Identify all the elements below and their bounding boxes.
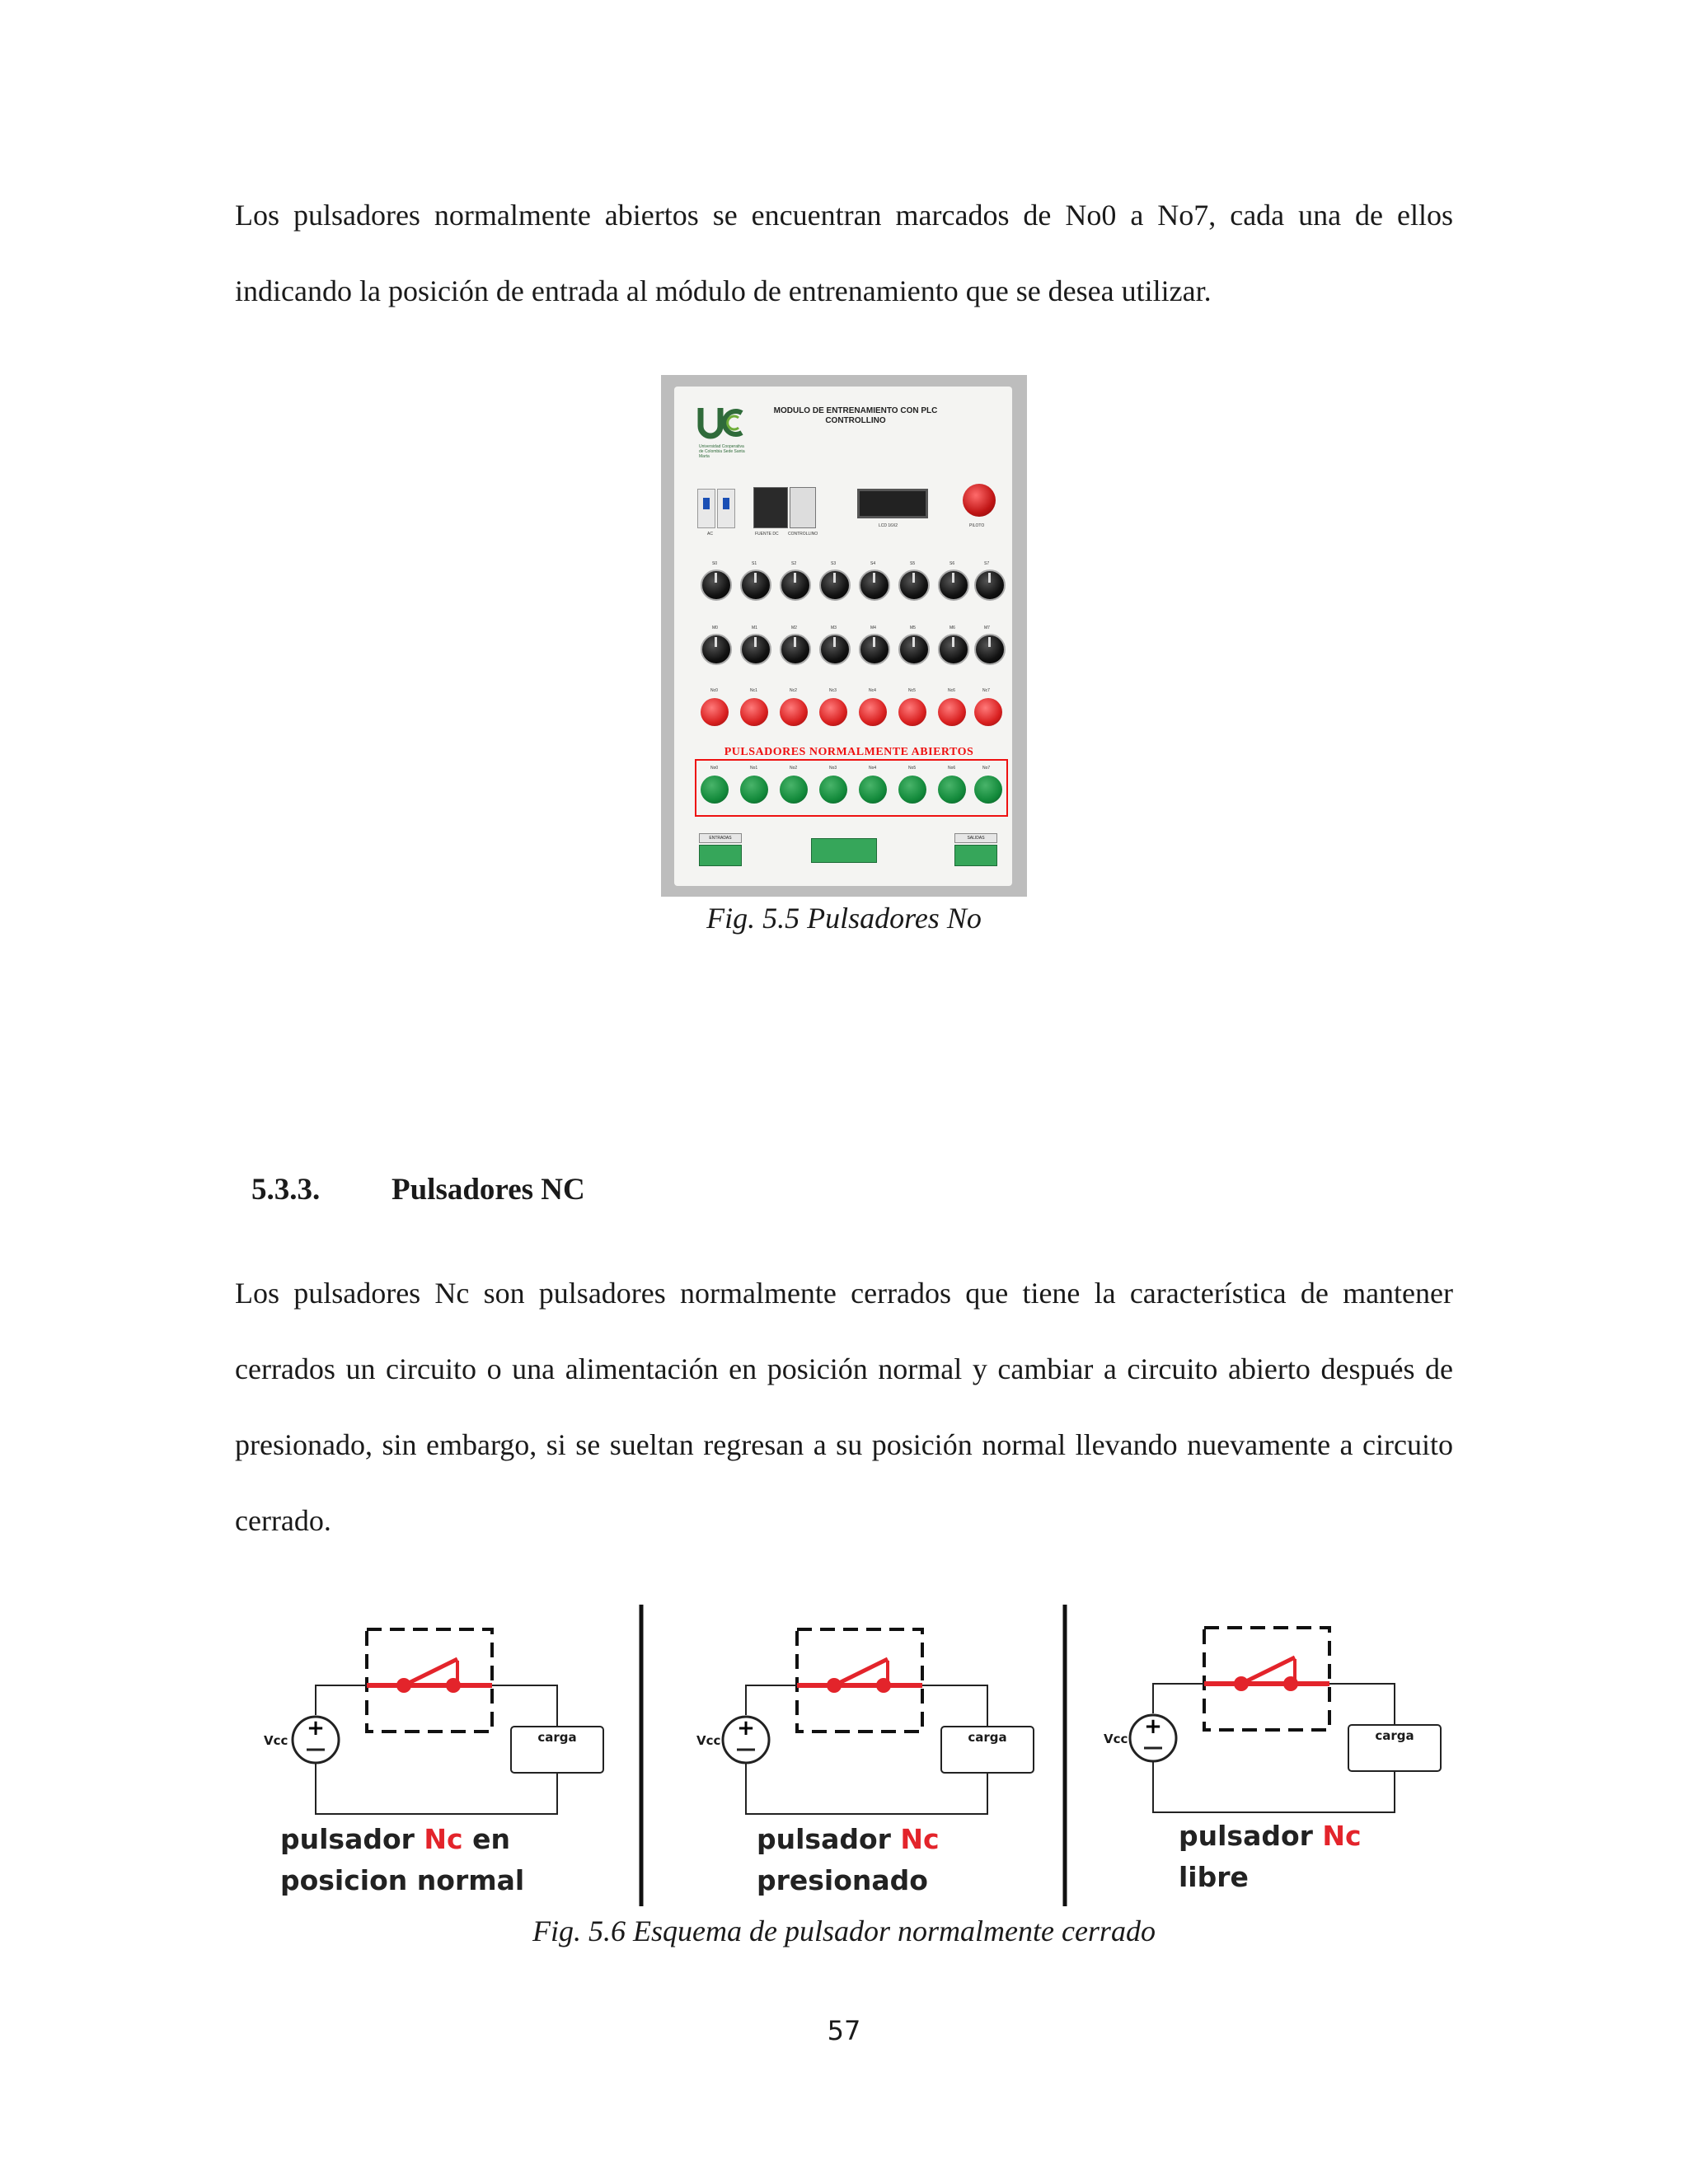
- label-no0: No0: [710, 766, 719, 771]
- nc-pushbutton: [740, 698, 768, 726]
- vcc-label-2: Vcc: [696, 1733, 721, 1748]
- no-pushbutton: [701, 776, 729, 804]
- label-no7: No7: [982, 766, 991, 771]
- logo-caption: Universidad Cooperativa de Colombia Sede Santa Marta: [699, 444, 745, 459]
- label-ac: AC: [707, 532, 713, 537]
- highlight-label: PULSADORES NORMALMENTE ABIERTOS: [724, 746, 974, 758]
- label-entradas: ENTRADAS: [699, 833, 742, 843]
- label-nc0: Nc0: [710, 688, 718, 693]
- label-no4: No4: [869, 766, 877, 771]
- circuit-panel-3: [1130, 1628, 1441, 1812]
- caption-state: posicion normal: [280, 1864, 525, 1896]
- selector-knob: [819, 634, 851, 665]
- label-m0: M0: [712, 626, 718, 630]
- nc-pushbutton: [859, 698, 887, 726]
- caption-suffix: en: [462, 1823, 510, 1855]
- label-s3: S3: [831, 561, 837, 566]
- no-pushbutton: [740, 776, 768, 804]
- circuit-caption-3: [1179, 1816, 1362, 1898]
- label-s4: S4: [870, 561, 876, 566]
- section-title: Pulsadores NC: [392, 1173, 585, 1207]
- nc-pushbutton: [701, 698, 729, 726]
- no-pushbutton: [974, 776, 1002, 804]
- circuit-panel-1: [293, 1629, 603, 1814]
- label-m5: M5: [910, 626, 916, 630]
- vcc-label-1: Vcc: [264, 1733, 288, 1748]
- no-pushbutton: [819, 776, 847, 804]
- selector-knob: [859, 634, 890, 665]
- selector-knob: [974, 569, 1006, 601]
- figure-caption-5-5: Fig. 5.5 Pulsadores No: [706, 902, 982, 935]
- label-no5: No5: [908, 766, 917, 771]
- label-lcd: LCD 16X2: [879, 523, 898, 528]
- nc-pushbutton: [780, 698, 808, 726]
- caption-prefix: pulsador: [757, 1823, 901, 1855]
- input-terminal-block: [699, 845, 742, 866]
- selector-knob: [898, 569, 930, 601]
- circuit-panel-2: [723, 1629, 1034, 1814]
- no-pushbutton: [780, 776, 808, 804]
- selector-knob: [740, 634, 771, 665]
- circuit-caption-1: [280, 1819, 524, 1901]
- selector-knob: [701, 634, 732, 665]
- training-module-photo: [661, 375, 1027, 897]
- center-terminal-block: [811, 838, 877, 863]
- label-nc3: Nc3: [829, 688, 837, 693]
- panel-title: MODULO DE ENTRENAMIENTO CON PLC CONTROLLINO: [773, 406, 938, 425]
- label-s0: S0: [712, 561, 718, 566]
- selector-knob: [701, 569, 732, 601]
- caption-prefix: pulsador: [1179, 1820, 1323, 1852]
- pilot-light: [963, 484, 996, 517]
- label-piloto: PILOTO: [969, 523, 985, 528]
- load-label-2: carga: [968, 1730, 1007, 1745]
- label-no1: No1: [750, 766, 758, 771]
- label-nc5: Nc5: [908, 688, 916, 693]
- load-label-3: carga: [1375, 1728, 1414, 1743]
- selector-knob: [780, 634, 811, 665]
- circuit-caption-2: [757, 1819, 940, 1901]
- label-no6: No6: [948, 766, 956, 771]
- label-s5: S5: [910, 561, 916, 566]
- caption-nc: Nc: [900, 1823, 940, 1855]
- label-s1: S1: [752, 561, 757, 566]
- label-m4: M4: [870, 626, 876, 630]
- label-m7: M7: [984, 626, 990, 630]
- label-m6: M6: [950, 626, 955, 630]
- label-fuente: FUENTE DC: [755, 532, 779, 537]
- label-m2: M2: [791, 626, 797, 630]
- label-m1: M1: [752, 626, 757, 630]
- label-m3: M3: [831, 626, 837, 630]
- caption-state: libre: [1179, 1861, 1249, 1893]
- section-heading: [251, 1172, 585, 1207]
- label-nc4: Nc4: [869, 688, 876, 693]
- label-s6: S6: [950, 561, 955, 566]
- label-salidas: SALIDAS: [954, 833, 997, 843]
- label-s7: S7: [984, 561, 990, 566]
- selector-knob: [780, 569, 811, 601]
- university-logo: [697, 403, 747, 443]
- power-supply: [753, 487, 788, 528]
- selector-knob: [938, 569, 969, 601]
- caption-nc: Nc: [424, 1823, 463, 1855]
- label-nc1: Nc1: [750, 688, 757, 693]
- label-controllino: CONTROLLINO: [788, 532, 818, 537]
- selector-knob: [938, 634, 969, 665]
- output-terminal-block: [954, 845, 997, 866]
- selector-knob: [898, 634, 930, 665]
- no-pushbutton: [938, 776, 966, 804]
- breaker-1: [697, 489, 715, 528]
- label-no3: No3: [829, 766, 837, 771]
- figure-caption-5-6: Fig. 5.6 Esquema de pulsador normalmente cerrado: [532, 1915, 1156, 1947]
- selector-knob: [819, 569, 851, 601]
- section-number: 5.3.3.: [251, 1173, 321, 1207]
- paragraph-intro: Los pulsadores normalmente abiertos se encuentran marcados de No0 a No7, cada una de ellos indicando la posición de entrada al módulo de entrenamiento que se desea utilizar.: [235, 199, 1453, 307]
- nc-pushbutton: [819, 698, 847, 726]
- label-nc6: Nc6: [948, 688, 955, 693]
- no-pushbutton: [859, 776, 887, 804]
- selector-knob: [974, 634, 1006, 665]
- svg-text:+: +: [737, 1716, 755, 1741]
- selector-knob: [859, 569, 890, 601]
- nc-pushbutton: [938, 698, 966, 726]
- nc-pushbutton: [898, 698, 926, 726]
- selector-knob: [740, 569, 771, 601]
- page-number: 57: [827, 2015, 861, 2046]
- svg-text:+: +: [1144, 1714, 1162, 1739]
- lcd-display: [857, 489, 928, 518]
- breaker-2: [717, 489, 735, 528]
- paragraph-nc: Los pulsadores Nc son pulsadores normalmente cerrados que tiene la característica de mantener cerrados un circuito o una alimentación en posición normal y cambiar a circuito abierto después de presionado, sin embargo, si se sueltan regresan a su posición normal llevando nuevamente a circuito cerrado.: [235, 1277, 1453, 1537]
- load-label-1: carga: [537, 1730, 577, 1745]
- label-nc2: Nc2: [790, 688, 797, 693]
- label-s2: S2: [791, 561, 797, 566]
- nc-circuit-diagram: [264, 1603, 1451, 1908]
- no-pushbutton: [898, 776, 926, 804]
- caption-prefix: pulsador: [280, 1823, 424, 1855]
- panel-board: [674, 387, 1012, 886]
- caption-nc: Nc: [1322, 1820, 1362, 1852]
- caption-state: presionado: [757, 1864, 928, 1896]
- controllino-plc: [790, 487, 816, 528]
- label-nc7: Nc7: [982, 688, 990, 693]
- svg-text:+: +: [307, 1716, 325, 1741]
- vcc-label-3: Vcc: [1104, 1732, 1128, 1746]
- label-no2: No2: [790, 766, 798, 771]
- nc-pushbutton: [974, 698, 1002, 726]
